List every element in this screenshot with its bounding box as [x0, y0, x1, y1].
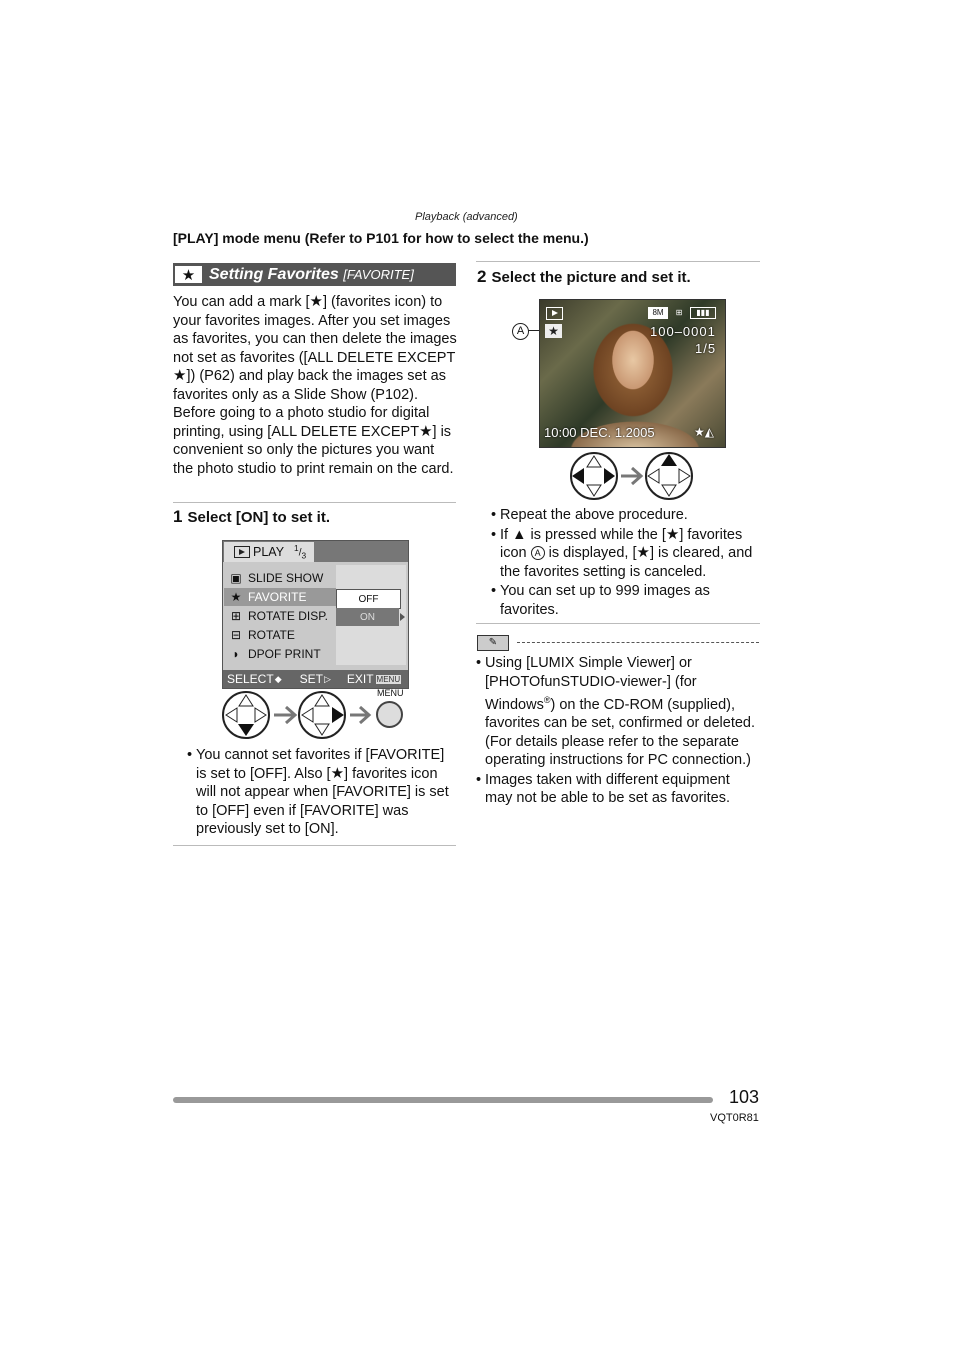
divider [173, 502, 456, 503]
callout-a: A [531, 546, 545, 560]
model-code: VQT0R81 [710, 1112, 759, 1124]
cursor-pad-left-icon [571, 453, 617, 499]
date-time: 10:00 DEC. 1.2005 [544, 425, 655, 440]
cursor-pad-down-icon [223, 692, 269, 738]
arrow-right-icon [350, 707, 369, 723]
up-down-icon: ◆ [274, 673, 282, 684]
image-count: 1/5 [695, 341, 717, 356]
divider [476, 623, 760, 624]
arrow-right-icon [274, 707, 295, 723]
dpof-icon: ◗ [232, 647, 240, 661]
cursor-buttons-diagram [218, 688, 378, 740]
page-number: 103 [729, 1087, 760, 1107]
menu-item-rotate-disp: ⊞ ROTATE DISP. [224, 607, 336, 625]
menu-item-dpof-print: ◗ DPOF PRINT [224, 645, 336, 663]
section-title: Setting Favorites [FAVORITE] [209, 265, 414, 283]
step-2-heading: 2 Select the picture and set it. [477, 267, 691, 286]
star-icon: ★ [230, 590, 242, 604]
star-icon: ★ [330, 764, 345, 782]
arrow-right-icon [400, 613, 405, 621]
menu-item-favorite: ★ FAVORITE [224, 588, 336, 606]
dashed-divider [517, 642, 759, 643]
slideshow-icon: ▣ [230, 571, 242, 585]
file-number: 100–0001 [650, 324, 716, 339]
rotate-disp-icon: ⊞ [230, 609, 242, 623]
menu-button-label: MENU [377, 688, 404, 698]
play-icon [234, 546, 250, 558]
cursor-pad-up-icon [646, 453, 692, 499]
star-icon: ★ [309, 293, 323, 310]
rotate-icon: ⊟ [230, 628, 242, 642]
list-item: • You cannot set favorites if [FAVORITE] is set to [OFF]. Also [★] favorites icon will not appear when [FAVORITE] is set to [OFF] even if [FAVORITE] was previously set to [ON]. [187, 746, 457, 839]
page-bar [173, 1097, 713, 1103]
play-menu-screen [222, 540, 409, 689]
play-icon [546, 307, 563, 320]
note-icon: ✎ [477, 635, 509, 651]
star-icon: ★ [175, 266, 202, 283]
mode-menu-title: [PLAY] mode menu (Refer to P101 for how to select the menu.) [173, 230, 589, 246]
right-triangle-icon: ▷ [323, 673, 331, 684]
list-item: • Using [LUMIX Simple Viewer] or [PHOTOfunSTUDIO-viewer-] (for Windows®) on the CD-ROM (supplied), favorites can be set, confirmed or deleted. (For details please refer to the separate operating instructions for PC connection.) [476, 654, 760, 770]
divider [173, 845, 456, 846]
step-2-notes [491, 506, 759, 620]
notes-list [476, 654, 760, 809]
step-1-notes [187, 746, 457, 840]
favorite-status-icon: ★◭ [694, 425, 714, 439]
intro-paragraph: You can add a mark [★] (favorites icon) to your favorites images. After you set images as favorites, you can then delete the images not set as favorites ([ALL DELETE EXCEPT★]) (P62) and play back the images set as favorites only as a Slide Show (P102). Before going to a photo studio for digital printing, using [ALL DELETE EXCEPT★] is convenient so only the pictures you want the photo studio to print remain on the card. [173, 293, 457, 477]
up-arrow-icon: ▲ [512, 526, 527, 543]
star-icon: ★ [665, 525, 680, 543]
menu-badge: MENU [376, 674, 401, 684]
tab-play: PLAY $^1/_3$ [224, 542, 314, 562]
section-heading [173, 263, 456, 286]
list-item: • You can set up to 999 images as favorites. [491, 582, 759, 619]
list-item: • If ▲ is pressed while the [★] favorites icon A is displayed, [★] is cleared, and the favorites setting is canceled. [491, 526, 759, 582]
star-icon: ★ [419, 422, 433, 440]
cursor-pad-right-icon [299, 692, 345, 738]
print-icon: ⊞ [675, 308, 683, 317]
resolution-badge: 8M [648, 307, 668, 319]
option-off: OFF [336, 589, 401, 609]
star-icon: ★ [173, 367, 187, 384]
option-on: ON [336, 608, 399, 626]
divider [476, 261, 760, 262]
menu-footer: SELECT ◆ SET ▷ EXIT MENU [223, 670, 408, 688]
callout-a: A [512, 323, 529, 340]
list-item: • Images taken with different equipment may not be able to be set as favorites. [476, 771, 760, 808]
arrow-right-icon [621, 468, 641, 484]
playback-screen-photo [539, 299, 726, 448]
star-icon: ★ [636, 544, 650, 561]
running-head: Playback (advanced) [415, 211, 518, 223]
cursor-buttons-diagram [566, 450, 698, 502]
favorite-star-icon: ★ [545, 324, 562, 338]
menu-item-slide-show: ▣ SLIDE SHOW [224, 569, 336, 587]
menu-button-icon [376, 701, 403, 728]
battery-icon: ▮▮▮ [690, 307, 716, 319]
menu-item-rotate: ⊟ ROTATE [224, 626, 336, 644]
list-item: • Repeat the above procedure. [491, 506, 759, 525]
step-1-heading: 1 Select [ON] to set it. [173, 507, 330, 526]
